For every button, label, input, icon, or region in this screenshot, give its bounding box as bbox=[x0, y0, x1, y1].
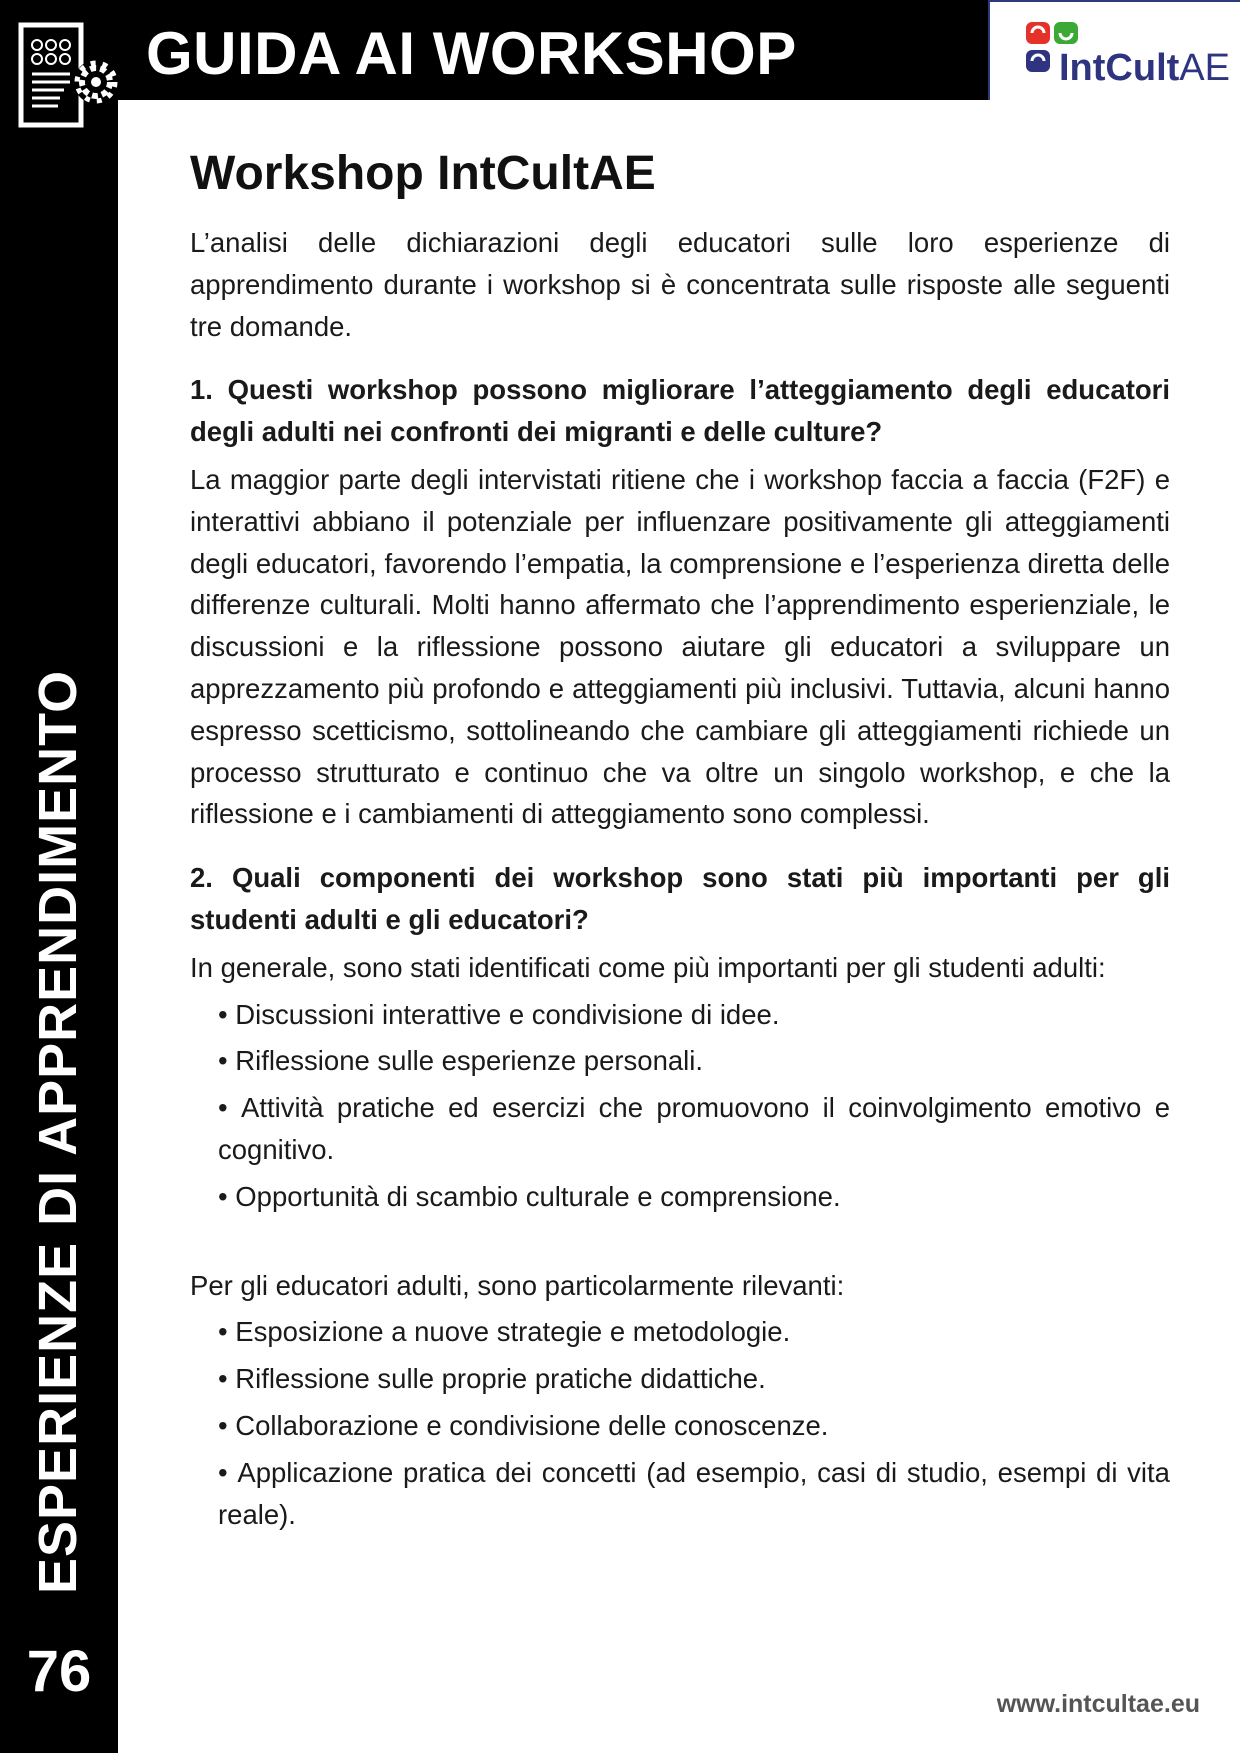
learners-intro: In generale, sono stati identificati come più importanti per gli studenti adulti: bbox=[190, 951, 1106, 983]
list-item: • Opportunità di scambio culturale e comprensione. bbox=[218, 1176, 1170, 1218]
page-title: Workshop IntCultAE bbox=[190, 147, 656, 200]
learners-list bbox=[190, 994, 1170, 1218]
page-number: 76 bbox=[26, 1639, 92, 1704]
educators-list bbox=[190, 1311, 1170, 1535]
list-item: • Collaborazione e condivisione delle conoscenze. bbox=[218, 1405, 1170, 1447]
document-gear-icon bbox=[18, 22, 120, 132]
intro-paragraph: L’analisi delle dichiarazioni degli educatori sulle loro esperienze di apprendimento durante i workshop si è concentrata sulle risposte alle seguenti tre domande. bbox=[190, 227, 1170, 342]
educators-intro: Per gli educatori adulti, sono particolarmente rilevanti: bbox=[190, 1269, 845, 1301]
section-vertical-title: ESPERIENZE DI APPRENDIMENTO bbox=[28, 669, 88, 1594]
question-2: 2. Quali componenti dei workshop sono stati più importanti per gli studenti adulti e gli educatori? bbox=[190, 862, 1170, 935]
list-item: • Riflessione sulle proprie pratiche didattiche. bbox=[218, 1358, 1170, 1400]
footer-url[interactable]: www.intcultae.eu bbox=[996, 1690, 1200, 1718]
intcultae-logo bbox=[1024, 20, 1230, 90]
list-item: • Applicazione pratica dei concetti (ad esempio, casi di studio, esempi di vita reale). bbox=[218, 1452, 1170, 1536]
header-title: GUIDA AI WORKSHOP bbox=[146, 20, 797, 87]
list-item: • Riflessione sulle esperienze personali. bbox=[218, 1040, 1170, 1082]
spacer bbox=[190, 1223, 1170, 1265]
main-content bbox=[190, 144, 1170, 1540]
logo-text: IntCultAE bbox=[1059, 47, 1230, 89]
question-1: 1. Questi workshop possono migliorare l’atteggiamento degli educatori degli adulti nei confronti dei migranti e delle culture? bbox=[190, 374, 1170, 448]
list-item: • Esposizione a nuove strategie e metodologie. bbox=[218, 1311, 1170, 1353]
list-item: • Attività pratiche ed esercizi che promuovono il coinvolgimento emotivo e cognitivo. bbox=[218, 1087, 1170, 1171]
answer-1: La maggior parte degli intervistati ritiene che i workshop faccia a faccia (F2F) e interattivi abbiano il potenziale per influenzare positivamente gli atteggiamenti degli educatori, favorendo l’empatia, la comprensione e l’esperienza diretta delle differenze culturali. Molti hanno affermato che l’apprendimento esperienziale, le discussioni e la riflessione possono aiutare gli educatori a sviluppare un apprezzamento più profondo e atteggiamenti più inclusivi. Tuttavia, alcuni hanno espresso scetticismo, sottolineando che cambiare gli atteggiamenti richiede un processo strutturato e continuo che va oltre un singolo workshop, e che la riflessione e i cambiamenti di atteggiamento sono complessi. bbox=[190, 463, 1170, 830]
top-divider bbox=[988, 0, 1240, 2]
list-item: • Discussioni interattive e condivisione di idee. bbox=[218, 994, 1170, 1036]
